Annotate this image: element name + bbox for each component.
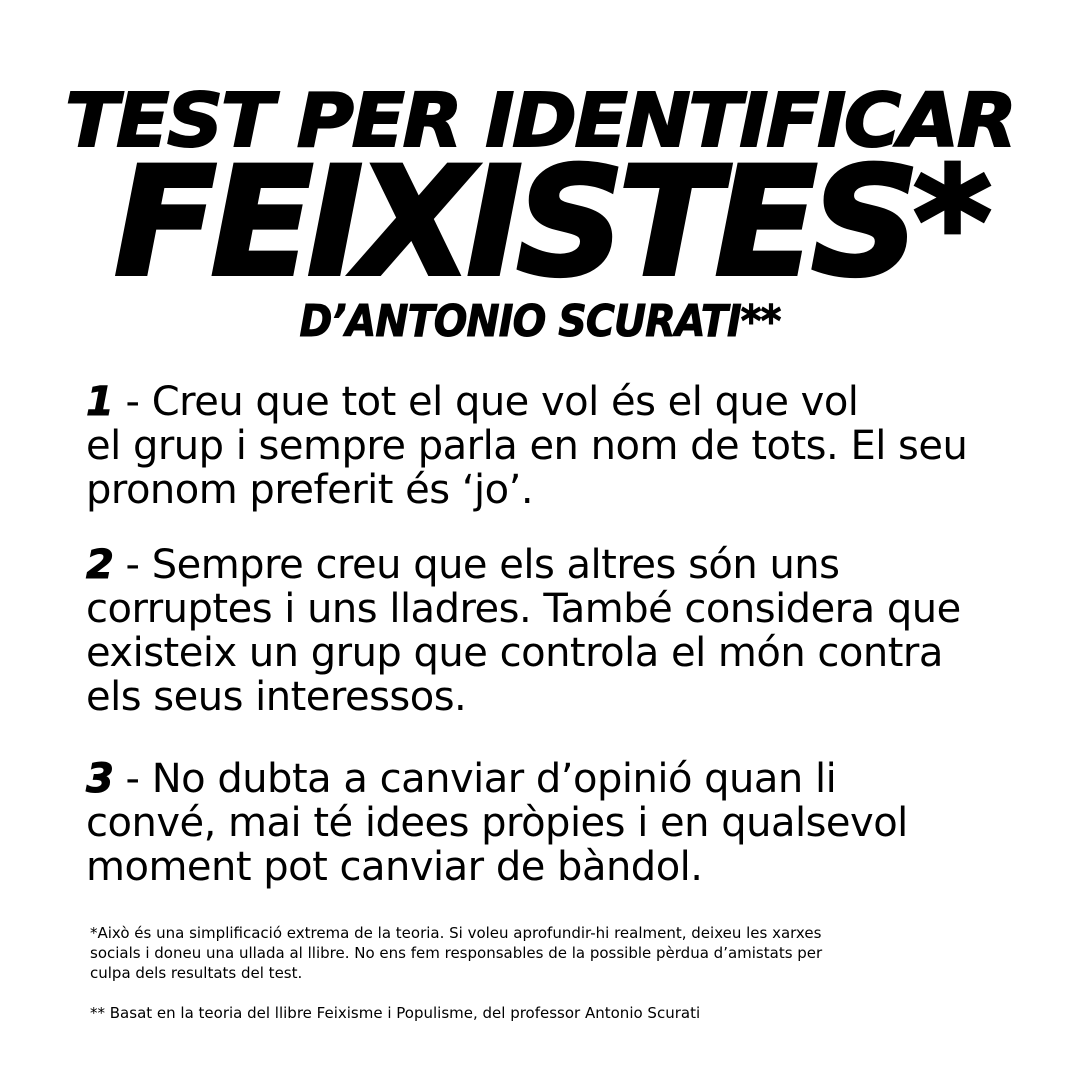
test-item-2 xyxy=(86,543,1046,719)
item-1-number: 1 xyxy=(86,379,114,425)
footnote-1-line-3: culpa dels resultats del test. xyxy=(90,964,303,982)
test-item-1 xyxy=(86,380,1046,512)
item-3-line-2: convé, mai té idees pròpies i en qualsevol xyxy=(86,800,908,846)
item-3-number: 3 xyxy=(86,756,114,802)
item-1-line-2: el grup i sempre parla en nom de tots. El seu xyxy=(86,423,968,469)
author-subtitle: D’ANTONIO SCURATI** xyxy=(299,296,781,347)
item-2-line-2: corruptes i uns lladres. També considera que xyxy=(86,586,961,632)
footnote-source: ** Basat en la teoria del llibre Feixisme i Populisme, del professor Antonio Scurati xyxy=(90,1004,701,1022)
footnote-1-line-2: socials i doneu una ullada al llibre. No ens fem responsables de la possible pèrdua d’amistats per xyxy=(90,944,823,962)
footnote-1-line-1: *Això és una simplificació extrema de la teoria. Si voleu aprofundir-hi realment, deixeu les xarxes xyxy=(90,924,822,942)
item-3-line-1 xyxy=(86,757,1046,801)
footnote-disclaimer xyxy=(90,923,990,983)
item-2-text-1: - Sempre creu que els altres són uns xyxy=(113,542,840,588)
title-line-2: FEIXISTES* xyxy=(114,136,986,310)
item-1-line-3: pronom preferit és ‘jo’. xyxy=(86,467,534,513)
item-3-line-3: moment pot canviar de bàndol. xyxy=(86,844,703,890)
item-2-line-4: els seus interessos. xyxy=(86,674,467,720)
item-2-line-1 xyxy=(86,543,1046,587)
item-3-text-1: - No dubta a canviar d’opinió quan li xyxy=(113,756,837,802)
test-item-3 xyxy=(86,757,1046,889)
item-1-line-1 xyxy=(86,380,1046,424)
item-2-number: 2 xyxy=(86,542,114,588)
title-line-1: TEST PER IDENTIFICAR xyxy=(65,78,1015,164)
item-2-line-3: existeix un grup que controla el món contra xyxy=(86,630,943,676)
item-1-text-1: - Creu que tot el que vol és el que vol xyxy=(113,379,859,425)
